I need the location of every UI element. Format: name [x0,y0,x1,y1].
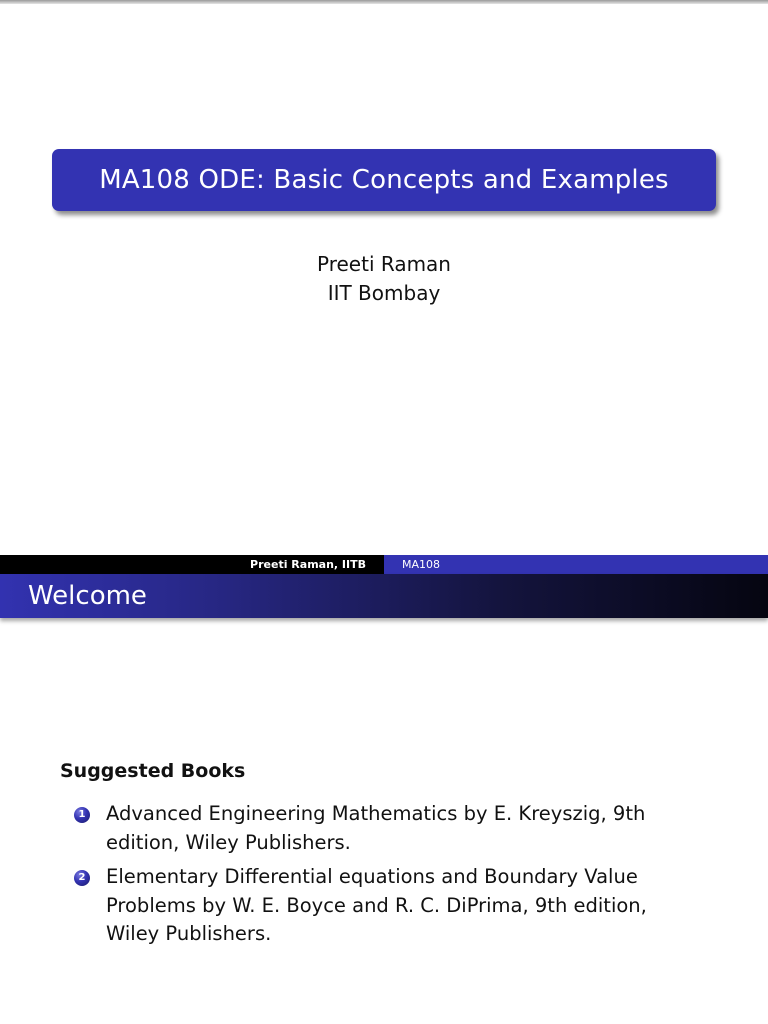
list-item [74,863,674,949]
title-box [52,149,716,211]
footline [0,555,768,574]
book-text: Elementary Differential equations and Boundary Value Problems by W. E. Boyce and R. C. DiPrima, 9th edition, Wiley Publishers. [106,865,647,945]
top-rule [0,0,768,4]
slide-title: MA108 ODE: Basic Concepts and Examples [99,165,669,195]
list-item [74,800,674,857]
footline-course-text: MA108 [402,558,441,571]
book-text: Advanced Engineering Mathematics by E. Kreyszig, 9th edition, Wiley Publishers. [106,802,646,854]
book-list [74,800,674,955]
footline-course [384,555,768,574]
frame-title-bar [0,574,768,618]
numbered-bullet-icon: 2 [74,870,90,886]
footline-author [0,555,384,574]
author-name: Preeti Raman [317,252,451,276]
footline-author-text: Preeti Raman, IITB [250,558,366,571]
institute-name: IIT Bombay [327,281,441,305]
block-title: Suggested Books [60,760,246,782]
numbered-bullet-icon: 1 [74,807,90,823]
frame-title: Welcome [28,581,147,611]
